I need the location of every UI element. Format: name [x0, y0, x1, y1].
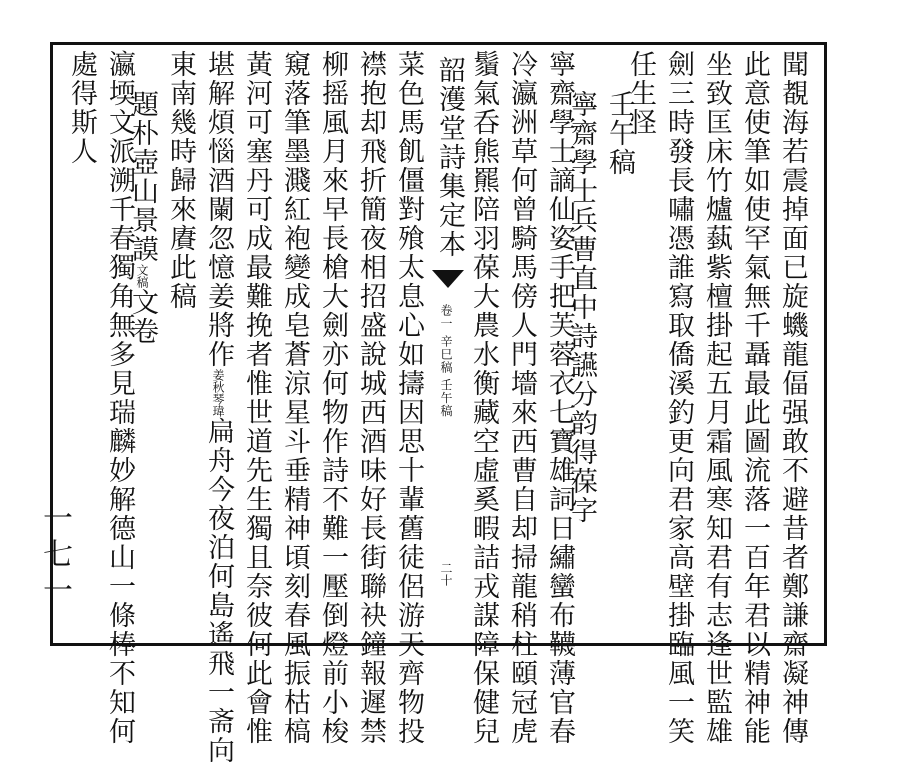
text-column-16 [199, 50, 237, 765]
text-column-12: 襟抱却飛折簡夜相招盛說城西酒味好長街聯袂鐘報遲禁 [355, 50, 386, 746]
text-column-20: 處得斯人 [66, 50, 97, 166]
text-part: 堪解煩惱酒闌忽憶姜將作 [203, 50, 234, 369]
outer-page-number: 一七一 [37, 502, 72, 610]
text-column-14: 窺落筆墨濺紅袍變成皂蒼涼星斗垂精神頃刻春風振枯槁 [279, 50, 310, 746]
text-column-11: 菜色馬飢僵對飱太息心如擣因思十輩舊徒侶游天齊物投 [393, 50, 424, 746]
text-column-5: 任生怪 [625, 50, 656, 137]
title-text-2: 文卷 [127, 288, 158, 346]
section-label: 卷一 辛巳稿 壬午稿 [439, 304, 453, 418]
text-column-15: 黃河可塞丹可成最難挽者惟世道先生獨且奈彼何此會惟 [241, 50, 272, 746]
text-column-3: 坐致匡床竹爐蓺紫檀掛起五月霜風寒知君有志逢世監雄 [701, 50, 732, 746]
section-heading-renwu: 壬午稿 [604, 90, 635, 177]
text-column-1: 聞覩海若震掉面已旋蟣龍偪强敢不避昔者鄭謙齋凝神傳 [777, 50, 808, 746]
text-column-19: 瀛堧文派溯千春獨角無多見瑞麟妙解德山一條棒不知何 [104, 50, 135, 746]
text-column-8: 寧齋學士謫仙姿手把芙蓉衣七寶雄詞日繡蠻布韈薄官春 [544, 50, 575, 746]
interlinear-note: 姜秋琴瑋 [211, 369, 225, 417]
text-part-2: 扁舟今夜泊何島遙飛一斋向 [203, 417, 234, 765]
text-column-2: 此意使筆如使罕氣無千聶最此圖流落一百年君以精神能 [739, 50, 770, 746]
text-column-13: 柳摇風月來早長槍大劍亦何物作詩不難一壓倒燈前小梭 [317, 50, 348, 746]
text-column-17: 東南幾時歸來賡此稿 [165, 50, 196, 311]
inner-page-number: 二十 [439, 562, 453, 586]
text-column-10: 鬚氣呑熊羆陪羽葆大農水衡藏空虛奚暇詰戎謀障保健兒 [468, 50, 499, 746]
center-banner [428, 42, 468, 646]
text-column-4: 劍三時發長嘯憑誰寫取僑溪釣更向君家高壁掛臨風一笑 [663, 50, 694, 746]
poem-title: 寧齋學士兵曹直中詩讌分韵得葆字 [566, 90, 597, 525]
book-title: 韶濩堂詩集定本 [434, 56, 465, 259]
text-column-9: 冷瀛洲草何曾騎馬傍人門墻來西曹自却掃龍稍柱頤冠虎 [506, 50, 537, 746]
title-text: 題朴壺山景謨 [127, 90, 158, 264]
interlinear-note-2: 文稿 [135, 264, 149, 288]
fishtail-mark [432, 270, 464, 288]
